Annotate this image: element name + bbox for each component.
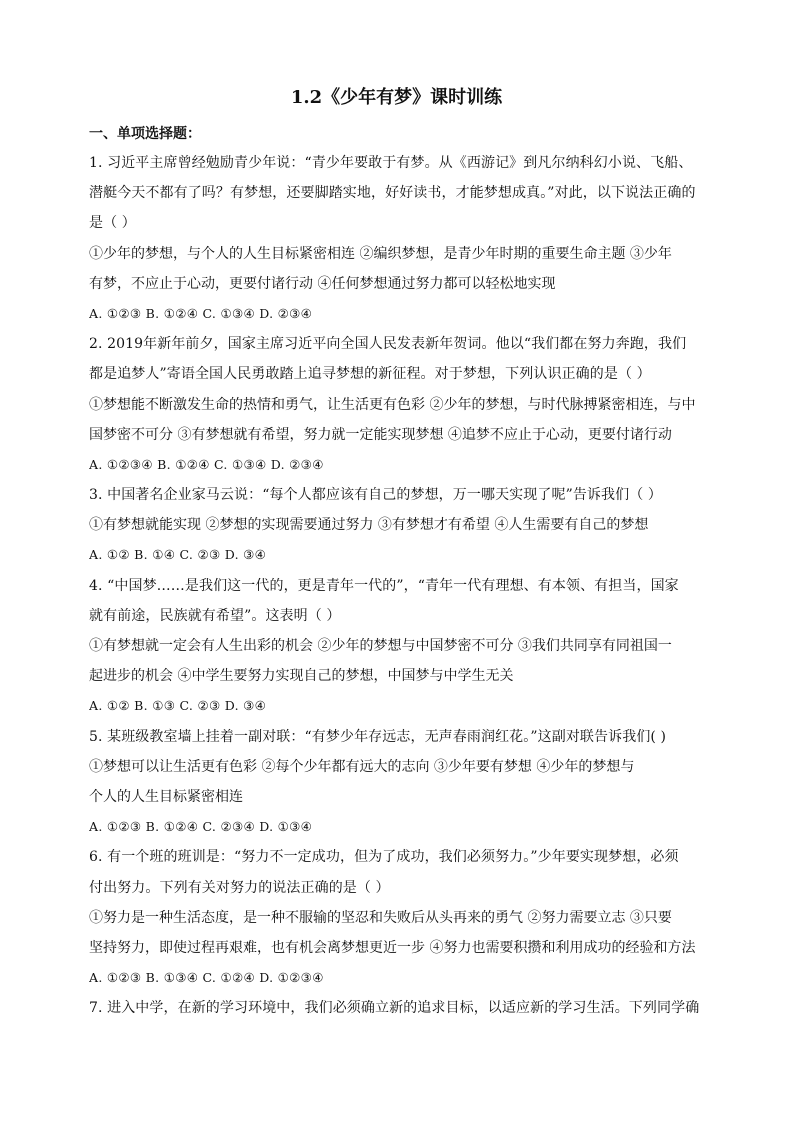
section-heading: 一、单项选择题：	[89, 126, 201, 142]
question-1-stem: 1. 习近平主席曾经勉励青少年说：“青少年要敢于有梦。从《西游记》到凡尔纳科幻小说、飞船、	[89, 155, 693, 171]
question-3-statements: ①有梦想就能实现 ②梦想的实现需要通过努力 ③有梦想才有希望 ④人生需要有自己的梦想	[89, 517, 649, 534]
question-2-stem: 2. 2019年新年前夕，国家主席习近平向全国人民发表新年贺词。他以“我们都在努力奔跑，我们	[89, 336, 687, 353]
question-5-statements: ①梦想可以让生活更有色彩 ②每个少年都有远大的志向 ③少年要有梦想 ④少年的梦想与	[89, 758, 635, 775]
question-5-stem: 5. 某班级教室墙上挂着一副对联：“有梦少年存远志，无声春雨润红花。”这副对联告诉我们( )	[89, 728, 667, 745]
question-4-statements: 起进步的机会 ④中学生要努力实现自己的梦想，中国梦与中学生无关	[89, 668, 514, 685]
question-1-stem: 潜艇今天不都有了吗？有梦想，还要脚踏实地，好好读书，才能梦想成真。”对此，以下说法正确的	[89, 185, 696, 202]
question-4-stem: 就有前途，民族就有希望”。这表明（ ）	[89, 607, 341, 624]
question-6-options: A. ①②③ B. ①③④ C. ①②④ D. ①②③④	[89, 970, 324, 986]
question-2-options: A. ①②③④ B. ①②④ C. ①③④ D. ②③④	[89, 456, 324, 472]
question-1-stem: 是（ ）	[89, 215, 136, 232]
question-3-options: A. ①② B. ①④ C. ②③ D. ③④	[89, 547, 267, 563]
question-1-options: A. ①②③ B. ①②④ C. ①③④ D. ②③④	[89, 305, 313, 321]
question-1-statements: ①少年的梦想，与个人的人生目标紧密相连 ②编织梦想，是青少年时期的重要生命主题 ③少年	[89, 245, 672, 262]
question-2-statements: 国梦密不可分 ③有梦想就有希望，努力就一定能实现梦想 ④追梦不应止于心动，更要付诸行动	[89, 426, 672, 443]
question-5-statements: 个人的人生目标紧密相连	[89, 788, 243, 805]
question-4-options: A. ①② B. ①③ C. ②③ D. ③④	[89, 698, 267, 714]
question-6-statements: ①努力是一种生活态度，是一种不服输的坚忍和失败后从头再来的勇气 ②努力需要立志 ③只要	[89, 909, 672, 926]
question-3-stem: 3. 中国著名企业家马云说：“每个人都应该有自己的梦想，万一哪天实现了呢”告诉我们（ ）	[89, 487, 662, 504]
question-4-stem: 4. “中国梦……是我们这一代的，更是青年一代的”，“青年一代有理想、有本领、有担当，国家	[89, 577, 679, 594]
question-7-stem: 7. 进入中学，在新的学习环境中，我们必须确立新的追求目标，以适应新的学习生活。下列同学确	[89, 1000, 700, 1017]
page-title: 1.2《少年有梦》课时训练	[290, 87, 503, 108]
question-list	[89, 148, 704, 1023]
question-5-options: A. ①②③ B. ①②④ C. ②③④ D. ①③④	[89, 819, 313, 835]
question-6-stem: 6. 有一个班的班训是：“努力不一定成功，但为了成功，我们必须努力。”少年要实现梦想，必须	[89, 849, 679, 866]
question-6-stem: 付出努力。下列有关对努力的说法正确的是（ ）	[89, 879, 390, 896]
question-6-statements: 坚持努力，即使过程再艰难，也有机会离梦想更近一步 ④努力也需要积攒和利用成功的经验和方法	[89, 939, 696, 956]
question-4-statements: ①有梦想就一定会有人生出彩的机会 ②少年的梦想与中国梦密不可分 ③我们共同享有同祖国一	[89, 638, 672, 654]
question-2-stem: 都是追梦人”寄语全国人民勇敢踏上追寻梦想的新征程。对于梦想，下列认识正确的是（ ）	[89, 366, 651, 383]
question-1-statements: 有梦，不应止于心动，更要付诸行动 ④任何梦想通过努力都可以轻松地实现	[89, 275, 556, 292]
question-2-statements: ①梦想能不断激发生命的热情和勇气，让生活更有色彩 ②少年的梦想，与时代脉搏紧密相连，与中	[89, 396, 696, 413]
